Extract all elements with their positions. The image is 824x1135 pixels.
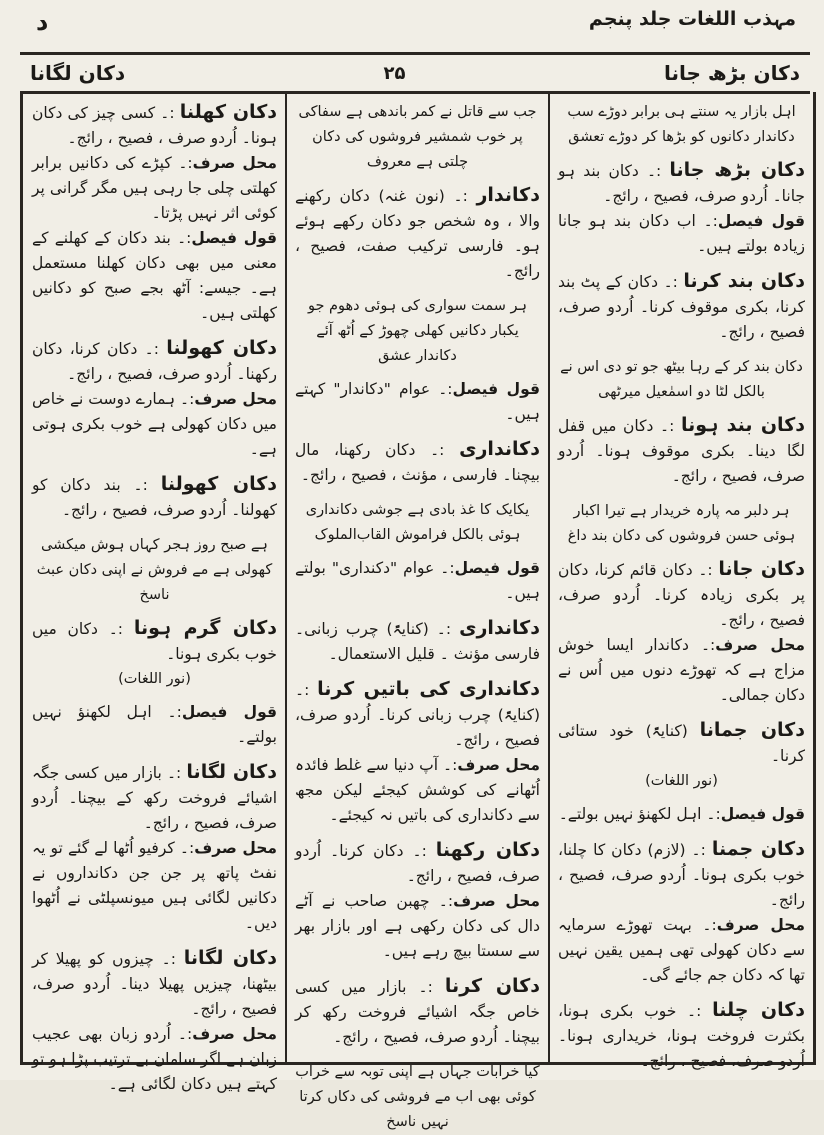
source-citation: (نور اللغات) — [118, 671, 191, 687]
poet-name: عشق — [378, 348, 412, 364]
entry — [295, 437, 540, 488]
page-mark: د — [36, 8, 49, 36]
mahal-label: محل صرف — [715, 636, 805, 654]
verse — [558, 499, 805, 549]
entry-headword: دکان کرنا — [444, 975, 540, 997]
running-header — [20, 52, 810, 94]
mahal-text: :۔ اُردو زبان بھی عجیب زبان ہے اگر سامان بے ترتیب پڑا ہو تو کہتے ہیں دکان لگائی ہے۔ — [32, 1025, 277, 1093]
faisla-text: :۔ اب دکان بند ہو جانا زیادہ بولتے ہیں۔ — [558, 212, 805, 255]
entry — [295, 556, 540, 606]
mahal-text: :۔ آپ دنیا سے غلط فائدہ اُٹھانے کی کوشش کیجئے لیکن مجھ سے دکانداری کی باتیں نہ کیجئے۔ — [295, 756, 540, 824]
entry-headword: دکان بڑھ جانا — [669, 159, 805, 181]
entry — [32, 760, 277, 936]
verse-text: دکان بند کر کے رہا بیٹھ جو تو دی اس نے بالکل لٹا دو — [560, 359, 803, 400]
page-number: ۲۵ — [383, 62, 406, 84]
entry — [32, 616, 277, 750]
entry — [32, 336, 277, 462]
entry-definition: :۔ (لازم) دکان کا چلنا، خوب بکری ہونا۔ اُردو صرف، فصیح ، رائج۔ — [558, 841, 805, 909]
entry-definition: :۔ دکان کے پٹ بند کرنا، بکری موقوف کرنا۔ اُردو صرف، فصیح ، رائج۔ — [558, 273, 805, 341]
column-right — [550, 92, 813, 1070]
poet-name: معروف — [366, 154, 412, 170]
verse-text: یکایک کا غذ بادی ہے جوشی دکانداری ہوئی بالکل فراموش — [305, 502, 530, 543]
entry — [558, 413, 805, 489]
mahal-text: :۔ ہمارے دوست نے خاص میں دکان کھولی ہے خوب بکری ہوتی ہے۔ — [31, 390, 277, 458]
entry-headword: دکان کھولنا — [166, 337, 277, 359]
mahal-label: محل صرف — [192, 1025, 278, 1043]
verse-text: کیا خرابات جہاں ہے اپنی توبہ سے خراب کوئی بھی اب مے فروشی کی دکاں کرتا نہیں — [295, 1064, 540, 1130]
source-citation: (نور اللغات) — [645, 773, 718, 789]
entry-headword: دکان جمنا — [711, 838, 805, 860]
verse — [558, 355, 805, 405]
faisla-text: :۔ عوام "دکاندار" کہتے ہیں۔ — [295, 380, 540, 423]
mahal-label: محل صرف — [716, 916, 805, 934]
verse-text: ہر سمت سواری کی ہوئی دھوم جو یکبار دکانیں کھلی چھوڑ کے اُٹھ آئے دکاندار — [307, 298, 528, 364]
mahal-label: محل صرف — [192, 154, 278, 172]
poet-name: ناسخ — [386, 1114, 417, 1130]
entry-headword: دکان بند ہونا — [681, 414, 805, 436]
faisla-label: قول فیصل — [181, 703, 277, 721]
poet-name: تعشق — [568, 129, 605, 145]
faisla-text: :۔ اہل لکھنؤ نہیں بولتے۔ — [558, 805, 721, 823]
entry — [558, 269, 805, 345]
entry-definition: :۔ دکان قائم کرنا، دکان پر بکری زیادہ کرنا۔ اُردو صرف، فصیح ، رائج۔ — [558, 561, 805, 629]
poet-name: ناسخ — [139, 587, 170, 603]
poet-name: داغ — [567, 528, 587, 544]
entry — [32, 946, 277, 1097]
mahal-text: :۔ کرفیو اُٹھا لے گئے تو یہ نفٹ پاتھ پر جن جن دکانداروں نے دکانیں لگائی ہیں میونسپلٹی نے اُٹھوا دیں۔ — [32, 839, 277, 932]
entry-definition: :۔ دکان رکھنا، مال بیچنا۔ فارسی ، مؤنث ، فصیح ، رائج۔ — [295, 441, 540, 484]
entry-headword: دکان جمانا — [699, 719, 805, 741]
entry — [295, 974, 540, 1050]
entry — [558, 837, 805, 988]
entry-headword: دکاندار — [476, 184, 540, 206]
right-heading: دکان بڑھ جانا — [663, 61, 800, 85]
mahal-text: :۔ دکاندار ایسا خوش مزاج ہے کہ تھوڑے دنوں میں اُس نے دکان جمالی۔ — [558, 636, 805, 704]
mahal-label: محل صرف — [453, 892, 541, 910]
entry — [558, 998, 805, 1074]
entry-headword: دکان لگانا — [186, 761, 277, 783]
mahal-text: :۔ کپڑے کی دکانیں برابر کھلتی چلی جا رہی ہیں مگر گرانی پر کوئی اثر نہیں پڑتا۔ — [32, 154, 277, 222]
entry-definition: :۔ دکان کرنا، دکان رکھنا۔ اُردو صرف، فصیح ، رائج۔ — [32, 340, 277, 383]
faisla-text: :۔ عوام "دکنداری" بولتے ہیں۔ — [295, 559, 540, 602]
entry-headword: دکانداری — [459, 438, 540, 460]
entry-definition: :۔ دکان کرنا۔ اُردو صرف، فصیح ، رائج۔ — [295, 842, 540, 885]
mahal-label: محل صرف — [457, 756, 541, 774]
poet-name: اسمٰعیل میرٹھی — [598, 384, 693, 400]
entry-definition: :۔ چیزوں کو پھیلا کر بیٹھنا، چیزیں پھیلا دینا۔ اُردو صرف، فصیح ، رائج۔ — [32, 950, 277, 1018]
entry — [32, 100, 277, 326]
entry-definition: :۔ دکان میں خوب بکری ہونا۔ — [32, 620, 277, 663]
entry-headword: دکانداری — [459, 617, 540, 639]
entry-headword: دکان کھلنا — [179, 101, 277, 123]
columns — [20, 92, 816, 1130]
faisla-label: قول فیصل — [720, 805, 805, 823]
entry-headword: دکان کھولنا — [160, 473, 277, 495]
left-heading: دکان لگانا — [30, 61, 126, 85]
faisla-label: قول فیصل — [191, 229, 278, 247]
entry — [32, 472, 277, 523]
entry-definition: :۔ (کنایۃً) چرب زبانی۔ فارسی مؤنث ۔ قلیل الاستعمال۔ — [295, 620, 540, 663]
entry — [295, 377, 540, 427]
entry — [295, 616, 540, 667]
entry-definition: (کنایۃً) خود ستائی کرنا۔ — [558, 722, 805, 765]
verse — [295, 1060, 540, 1135]
faisla-label: قول فیصل — [454, 559, 540, 577]
entry-headword: دکان لگانا — [183, 947, 277, 969]
entry-definition: :۔ (کنایۃً) چرب زبانی کرنا۔ اُردو صرف، فصیح ، رائج۔ — [295, 681, 540, 749]
faisla-text: :۔ بند دکان کے کھلنے کے معنی میں بھی دکان کھلنا مستعمل ہے۔ جیسے: آٹھ بجے صبح کو دکانیں کھلتی ہیں۔ — [32, 229, 277, 322]
verse-text: ہے صبح روز ہجر کہاں ہوش میکشی کھولی ہے مے فروش نے اپنی دکان عبث — [36, 537, 273, 578]
verse — [32, 533, 277, 608]
faisla-text: :۔ اہل لکھنؤ نہیں بولتے۔ — [32, 703, 277, 746]
verse-text: جب سے قاتل نے کمر باندھی ہے سفاکی پر خوب شمشیر فروشوں کی دکان چلتی ہے — [298, 104, 537, 170]
faisla-label: قول فیصل — [452, 380, 540, 398]
verse-text: اہل بازار یہ سنتے ہی برابر دوڑے سب دکاندار دکانوں کو بڑھا کر دوڑے — [567, 104, 796, 145]
entry-definition: :۔ بازار میں کسی جگہ اشیائے فروخت رکھ کے بیچنا۔ اُردو صرف، فصیح ، رائج۔ — [32, 764, 277, 832]
entry-definition: :۔ دکان میں قفل لگا دینا۔ بکری موقوف ہونا۔ اُردو صرف، فصیح ، رائج۔ — [558, 417, 805, 485]
entry-headword: دکان گرم ہونا — [133, 617, 277, 639]
verse — [558, 100, 805, 150]
entry-definition: :۔ (نون غنہ) دکان رکھنے والا ، وہ شخص جو دکان رکھے ہوئے ہو۔ فارسی ترکیب صفت، فصیح ، رائج۔ — [295, 187, 540, 280]
mahal-label: محل صرف — [194, 839, 278, 857]
entry — [558, 718, 805, 827]
column-left — [24, 92, 287, 1093]
mahal-label: محل صرف — [194, 390, 277, 408]
entry-headword: دکان رکھنا — [435, 839, 541, 861]
entry — [295, 838, 540, 964]
entry-definition: :۔ کسی چیز کی دکان ہونا۔ اُردو صرف ، فصیح ، رائج۔ — [32, 104, 277, 147]
verse — [295, 294, 540, 369]
entry — [295, 677, 540, 828]
book-title: مہذب اللغات جلد پنجم — [588, 8, 796, 30]
entry-headword: دکان چلنا — [712, 999, 805, 1021]
mahal-text: :۔ بہت تھوڑے سرمایہ سے دکان کھولی تھی ہمیں یقین نہیں تھا کہ دکان جم جائے گی۔ — [558, 916, 805, 984]
entry — [558, 158, 805, 259]
entry-definition: :۔ دکان بند ہو جانا۔ اُردو صرف، فصیح ، رائج۔ — [558, 162, 805, 205]
entry-definition: :۔ بند دکان کو کھولنا۔ اُردو صرف، فصیح ، رائج۔ — [32, 476, 277, 519]
verse-text: ہر دلبر مہ پارہ خریدار ہے تیرا اکبار ہوئی حسن فروشوں کی دکان بند — [573, 503, 796, 544]
verse — [295, 498, 540, 548]
column-middle — [287, 92, 550, 1130]
faisla-label: قول فیصل — [717, 212, 805, 230]
entry — [295, 183, 540, 284]
entry-definition: :۔ بازار میں کسی خاص جگہ اشیائے فروخت رکھ کر بیچنا۔ اُردو صرف، فصیح ، رائج۔ — [295, 978, 540, 1046]
entry-headword: دکان جانا — [718, 558, 805, 580]
entry-definition: :۔ خوب بکری ہونا، بکثرت فروخت ہونا، خریداری ہونا۔ اُردو صرف، فصیح ، رائج۔ — [558, 1002, 805, 1070]
mahal-text: :۔ چھبن صاحب نے آٹے دال کی دکان رکھی ہے اور بازار بھر سے سستا بیچ رہے ہیں۔ — [295, 892, 540, 960]
entry — [558, 557, 805, 708]
entry-headword: دکان بند کرنا — [683, 270, 805, 292]
entry-headword: دکانداری کی باتیں کرنا — [317, 678, 540, 700]
verse — [295, 100, 540, 175]
poet-name: القاب‌الملوک — [314, 527, 391, 543]
